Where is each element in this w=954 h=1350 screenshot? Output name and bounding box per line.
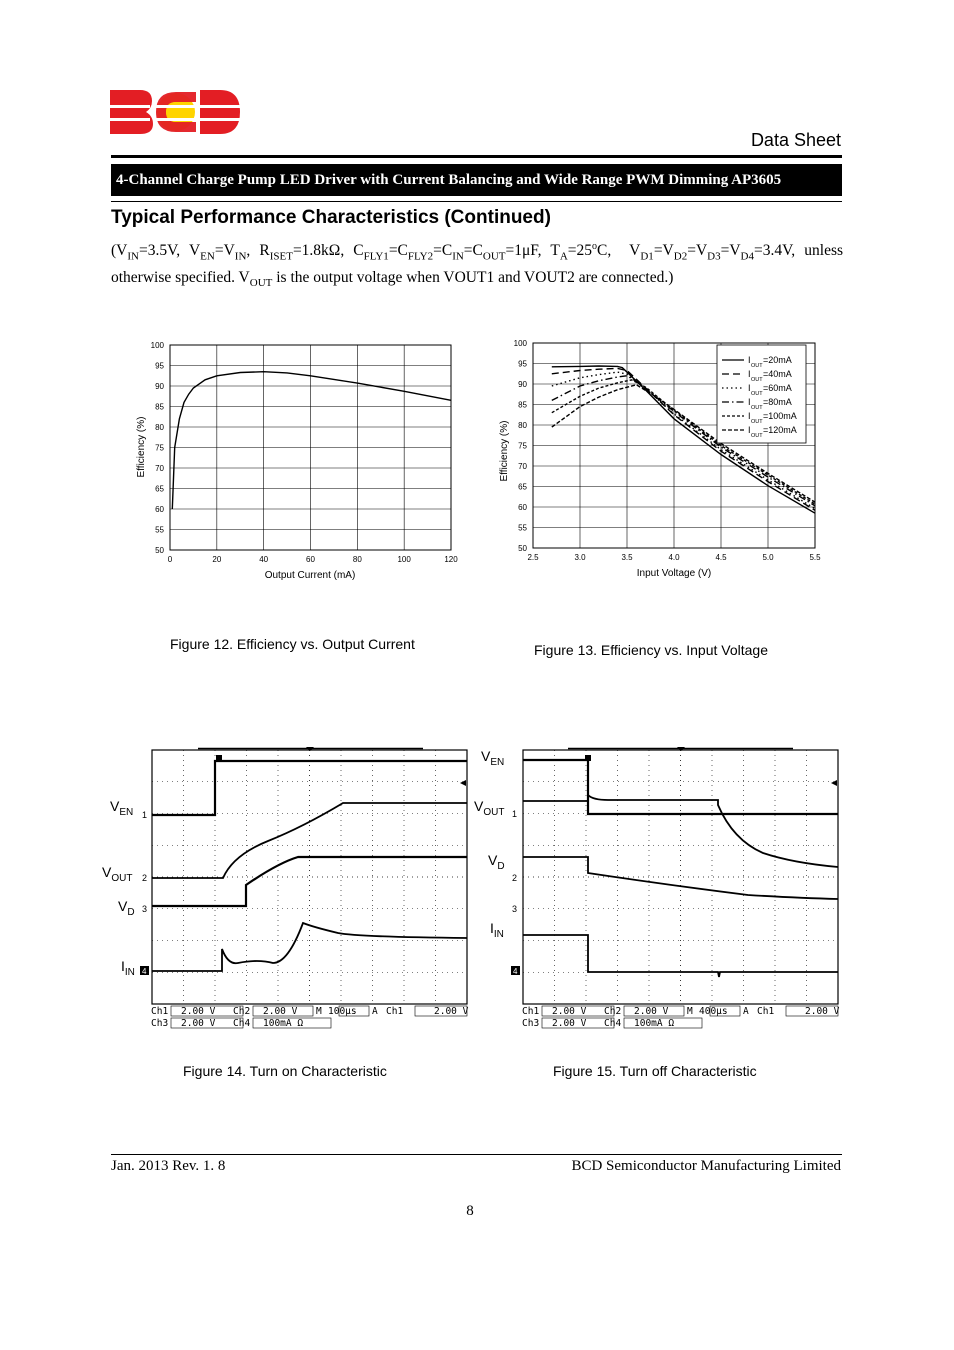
- x-tick-label: 60: [306, 555, 315, 564]
- scope14-label-vout: $V_{OUT}$: [102, 864, 133, 884]
- scope-status-field: Ch4: [604, 1018, 622, 1029]
- scope14-label-vd: $V_D$: [118, 898, 135, 918]
- legend-sub: OUT: [751, 363, 763, 369]
- ch3-marker: 3: [142, 904, 148, 914]
- chart-efficiency-vs-input-voltage: [493, 333, 838, 583]
- y-tick-label: 50: [155, 546, 164, 555]
- header-rule-thin: [111, 201, 842, 202]
- x-tick-label: 40: [259, 555, 269, 564]
- scope-status-field: Ch3: [522, 1018, 540, 1029]
- y-tick-label: 100: [513, 339, 527, 348]
- x-tick-label: 2.5: [527, 553, 539, 562]
- scope-status-field: 2.00 V: [552, 1018, 587, 1029]
- legend-prefix: I: [748, 383, 751, 393]
- legend-prefix: I: [748, 397, 751, 407]
- footer-company: BCD Semiconductor Manufacturing Limited: [571, 1158, 841, 1174]
- scope14-label-ven: $V_{EN}$: [110, 798, 134, 818]
- scope-status-field: M: [687, 1006, 693, 1017]
- legend-label: =60mA: [763, 383, 792, 393]
- chart-efficiency-vs-output-current: [128, 335, 473, 585]
- x-tick-label: 20: [212, 555, 222, 564]
- y-tick-label: 80: [518, 421, 527, 430]
- legend-sub: OUT: [751, 405, 763, 411]
- scope15-label-iin: $I_{IN}$: [490, 920, 504, 940]
- chart2-ylabel: Efficiency (%): [499, 420, 510, 482]
- chart1-x-tick-labels: [168, 555, 458, 564]
- scope-status-field: 100μs: [328, 1006, 357, 1017]
- legend-label: =20mA: [763, 355, 792, 365]
- scope-status-field: Ch1: [757, 1006, 775, 1017]
- ch4-marker: 4: [513, 967, 518, 976]
- legend-prefix: I: [748, 425, 751, 435]
- y-tick-label: 55: [518, 523, 527, 533]
- scope-status-field: 2.00 V: [181, 1018, 216, 1029]
- x-tick-label: 100: [397, 555, 411, 564]
- scope-status-field: 100mA Ω: [263, 1018, 304, 1029]
- y-tick-label: 50: [518, 544, 527, 553]
- y-tick-label: 85: [155, 402, 164, 412]
- scope-status-field: Ch2: [233, 1006, 251, 1017]
- header-rule: [111, 155, 842, 158]
- conditions-tail: are connected.): [578, 269, 674, 287]
- page-number: 8: [466, 1203, 474, 1219]
- y-tick-label: 60: [155, 505, 164, 514]
- legend-sub: OUT: [751, 391, 763, 397]
- x-tick-label: 3.0: [574, 553, 586, 562]
- doc-type: Data Sheet: [750, 130, 841, 150]
- y-tick-label: 55: [155, 525, 164, 535]
- legend-prefix: I: [748, 411, 751, 421]
- scope15-label-ven: $V_{EN}$: [481, 748, 505, 768]
- chart2-x-tick-labels: [527, 553, 821, 562]
- legend-sub: OUT: [751, 433, 763, 439]
- scope-status-field: Ch3: [151, 1018, 169, 1029]
- footer-date-rev: Jan. 2013 Rev. 1. 8: [111, 1158, 226, 1174]
- x-tick-label: 120: [444, 555, 458, 564]
- section-title: Typical Performance Characteristics (Continued): [111, 207, 551, 228]
- ch1-marker: 1: [142, 810, 148, 820]
- y-tick-label: 90: [518, 380, 527, 389]
- y-tick-label: 70: [518, 462, 527, 471]
- scope-status-field: A: [372, 1006, 378, 1017]
- x-tick-label: 0: [167, 555, 173, 564]
- trigger-level-icon: [831, 780, 837, 786]
- scope-turn-off: [508, 745, 843, 1035]
- x-tick-label: 4.5: [715, 553, 727, 562]
- scope-status-field: Ch2: [604, 1006, 622, 1017]
- legend-prefix: I: [748, 369, 751, 379]
- chart2-y-tick-labels: [514, 339, 528, 553]
- ch4-marker: 4: [142, 967, 147, 976]
- y-tick-label: 100: [150, 341, 164, 350]
- test-conditions: ($V_{IN}=3.5V$, $V_{EN}=V_{IN}$, $R_{ISET}=1.8k\Omega$, $C_{FLY1}=C_{FLY2}=C_{IN}=C_{OUT}=1\mu F$, $T_A=25^oC$, $V_{D1}=V_{D2}=V_{D3}=V_{D4}=3.4V$, unless otherwise specified. $V_{OUT}$ is the output voltage when VOUT1 and VOUT2 are connected.): [111, 241, 844, 290]
- legend-label: =100mA: [763, 411, 797, 421]
- y-tick-label: 85: [518, 400, 527, 410]
- scope-status-field: 2.00 V: [181, 1006, 216, 1017]
- scope-status-field: M: [316, 1006, 322, 1017]
- logo-text: BCD: [110, 88, 113, 89]
- legend-label: =120mA: [763, 425, 797, 435]
- y-tick-label: 65: [155, 484, 164, 494]
- chart1-xlabel: Output Current (mA): [264, 570, 356, 581]
- scope-status-field: 100mA Ω: [634, 1018, 675, 1029]
- fig15-caption: Figure 15. Turn off Characteristic: [553, 1063, 757, 1079]
- scope15-label-vout: $V_{OUT}$: [474, 798, 505, 818]
- fig14-caption: Figure 14. Turn on Characteristic: [183, 1063, 387, 1079]
- y-tick-label: 75: [518, 441, 527, 451]
- chart1-y-tick-labels: [151, 341, 165, 555]
- scope-status-field: Ch4: [233, 1018, 251, 1029]
- ch2-marker: 2: [512, 873, 518, 883]
- y-tick-label: 80: [155, 423, 164, 432]
- y-tick-label: 65: [518, 482, 527, 492]
- scope-status-field: 400μs: [699, 1006, 728, 1017]
- x-tick-label: 5.5: [809, 553, 821, 562]
- scope-status-field: Ch1: [522, 1006, 540, 1017]
- y-tick-label: 90: [155, 382, 164, 391]
- x-tick-label: 80: [352, 555, 362, 564]
- fig12-caption: Figure 12. Efficiency vs. Output Current: [170, 636, 415, 652]
- ch2-marker: 2: [142, 873, 148, 883]
- y-tick-label: 95: [155, 361, 164, 371]
- scope-status-field: 2.00 V: [634, 1006, 669, 1017]
- chart2-xlabel: Input Voltage (V): [636, 568, 712, 579]
- legend-label: =80mA: [763, 397, 792, 407]
- scope15-label-vd: $V_D$: [488, 852, 505, 872]
- y-tick-label: 60: [518, 503, 527, 512]
- y-tick-label: 95: [518, 359, 527, 369]
- scope-status-field: Ch1: [151, 1006, 169, 1017]
- scope-status-field: 2.00 V: [263, 1006, 298, 1017]
- bcd-logo: [110, 88, 242, 136]
- product-bar: 4-Channel Charge Pump LED Driver with Current Balancing and Wide Range PWM Dimming AP3605: [111, 164, 842, 196]
- chart1-ylabel: Efficiency (%): [136, 416, 147, 478]
- x-tick-label: 4.0: [668, 553, 680, 562]
- scope-status-field: 2.00 V: [805, 1006, 840, 1017]
- x-tick-label: 5.0: [762, 553, 774, 562]
- ch1-marker: 1: [512, 809, 518, 819]
- scope-status-field: 2.00 V: [434, 1006, 469, 1017]
- scope-turn-on: [138, 745, 473, 1035]
- scope-status-field: A: [743, 1006, 749, 1017]
- scope-status-field: 2.00 V: [552, 1006, 587, 1017]
- x-tick-label: 3.5: [621, 553, 633, 562]
- legend-label: =40mA: [763, 369, 792, 379]
- scope-status-field: Ch1: [386, 1006, 404, 1017]
- fig13-caption: Figure 13. Efficiency vs. Input Voltage: [534, 642, 768, 658]
- scope14-label-iin: $I_{IN}$: [121, 958, 135, 978]
- ch3-marker: 3: [512, 904, 518, 914]
- legend-sub: OUT: [751, 419, 763, 425]
- legend-sub: OUT: [751, 377, 763, 383]
- y-tick-label: 70: [155, 464, 164, 473]
- legend-prefix: I: [748, 355, 751, 365]
- trigger-level-icon: [460, 780, 466, 786]
- chart2-legend: [717, 345, 806, 443]
- footer-rule: [111, 1154, 842, 1155]
- y-tick-label: 75: [155, 443, 164, 453]
